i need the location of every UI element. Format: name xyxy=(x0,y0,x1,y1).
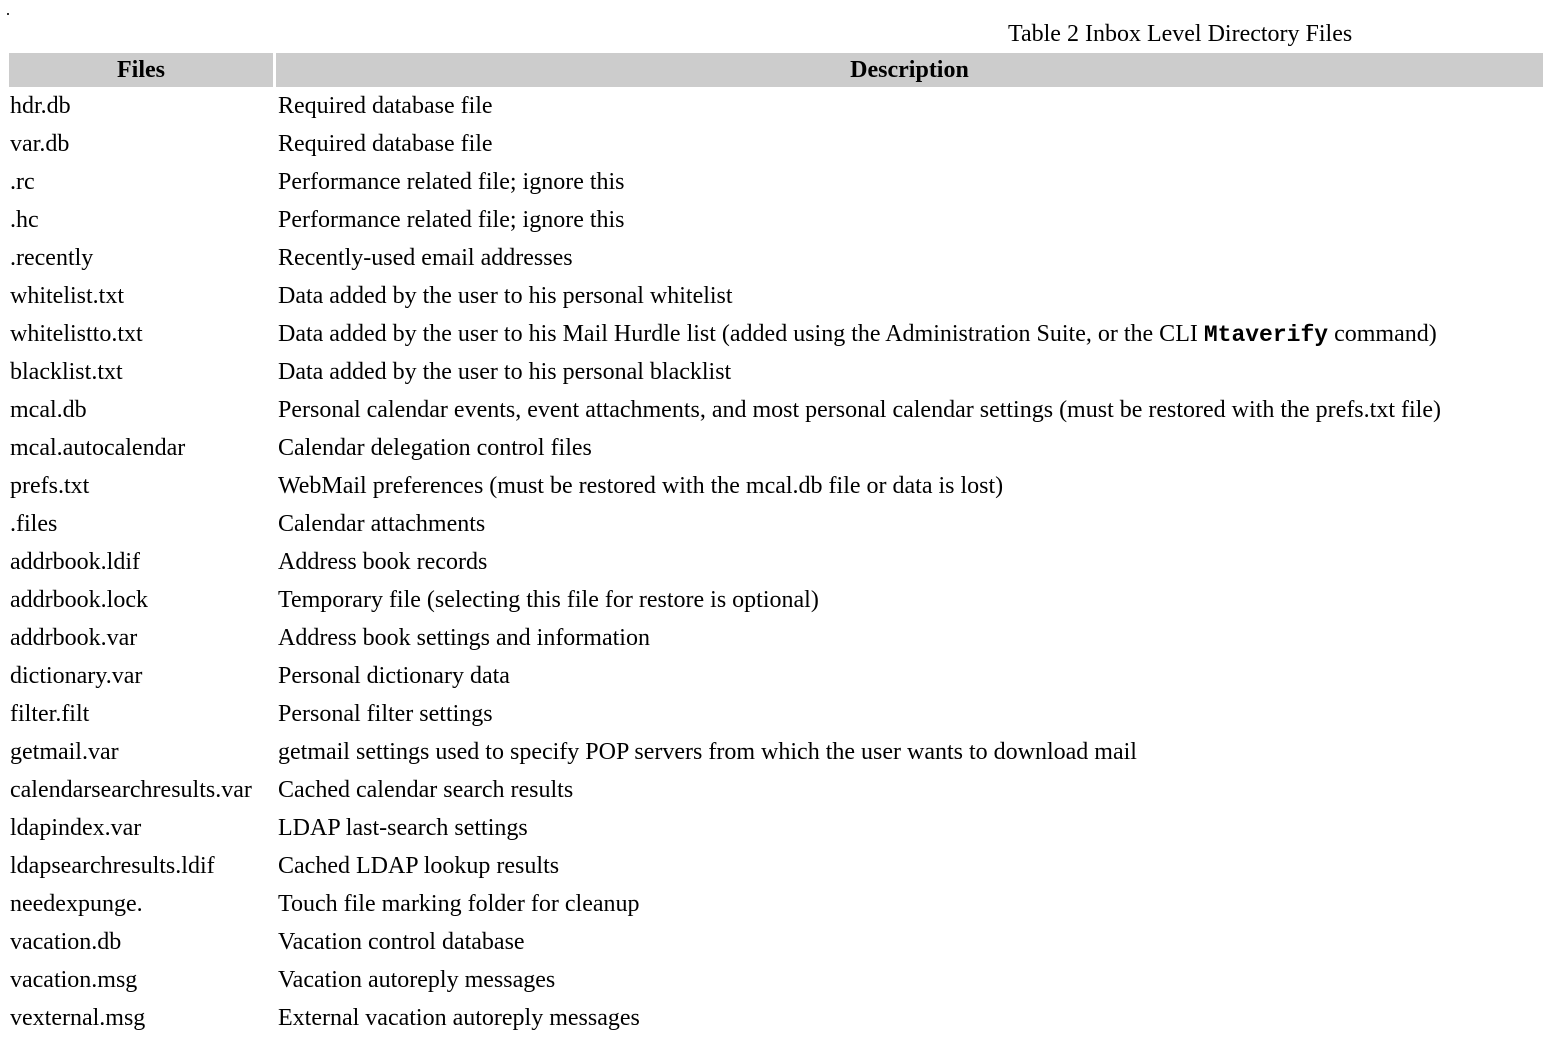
file-name: addrbook.var xyxy=(10,624,138,651)
file-name: filter.filt xyxy=(10,700,90,727)
file-name: .recently xyxy=(10,244,94,271)
file-description: Temporary file (selecting this file for restore is optional) xyxy=(278,586,819,613)
file-description: Calendar delegation control files xyxy=(278,434,592,461)
file-name: getmail.var xyxy=(10,738,119,765)
files-column-header: Files xyxy=(9,53,273,87)
file-name: hdr.db xyxy=(10,92,71,119)
file-description: Vacation autoreply messages xyxy=(278,966,556,993)
file-description: Address book settings and information xyxy=(278,624,650,651)
file-name: whitelistto.txt xyxy=(10,320,143,347)
table-row xyxy=(9,581,1543,619)
table-row xyxy=(9,543,1543,581)
file-description xyxy=(276,315,1543,353)
table-row xyxy=(9,467,1543,505)
file-name: addrbook.lock xyxy=(10,586,148,613)
table-row xyxy=(9,125,1543,163)
table-row xyxy=(9,239,1543,277)
table-row xyxy=(9,505,1543,543)
description-text-start: Data added by the user to his Mail Hurdle list (added using the Administration Suite, or the CLI xyxy=(278,320,1204,347)
file-name: ldapsearchresults.ldif xyxy=(10,852,215,879)
file-description: Vacation control database xyxy=(278,928,525,955)
table-caption: Table 2 Inbox Level Directory Files xyxy=(1008,21,1353,47)
table-row xyxy=(9,619,1543,657)
file-name: mcal.autocalendar xyxy=(10,434,186,461)
table-row xyxy=(9,201,1543,239)
table-row xyxy=(9,353,1543,391)
table-row xyxy=(9,87,1543,125)
file-description: Data added by the user to his personal whitelist xyxy=(278,282,733,309)
table-row xyxy=(9,771,1543,809)
file-description: Required database file xyxy=(278,92,493,119)
file-description: Touch file marking folder for cleanup xyxy=(278,890,640,917)
file-description: Address book records xyxy=(278,548,488,575)
table-row xyxy=(9,961,1543,999)
file-name: mcal.db xyxy=(10,396,87,423)
file-name: vacation.msg xyxy=(10,966,138,993)
file-name: addrbook.ldif xyxy=(10,548,140,575)
file-description: External vacation autoreply messages xyxy=(278,1004,640,1031)
file-description: Personal dictionary data xyxy=(278,662,510,689)
file-description: Cached LDAP lookup results xyxy=(278,852,560,879)
table-header-row xyxy=(9,53,1543,87)
file-description: LDAP last-search settings xyxy=(278,814,528,841)
inbox-files-table xyxy=(6,53,1546,1037)
file-name: needexpunge. xyxy=(10,890,143,917)
file-description: Performance related file; ignore this xyxy=(278,206,625,233)
file-name: var.db xyxy=(10,130,70,157)
table-row xyxy=(9,277,1543,315)
file-description: Performance related file; ignore this xyxy=(278,168,625,195)
file-description: Calendar attachments xyxy=(278,510,486,537)
file-description: Personal filter settings xyxy=(278,700,493,727)
file-name: vacation.db xyxy=(10,928,122,955)
table-row xyxy=(9,657,1543,695)
file-name: .files xyxy=(10,510,58,537)
table-row xyxy=(9,695,1543,733)
file-name: whitelist.txt xyxy=(10,282,124,309)
file-description: Recently-used email addresses xyxy=(278,244,573,271)
corner-dot xyxy=(7,13,9,15)
file-description: Required database file xyxy=(278,130,493,157)
table-row xyxy=(9,809,1543,847)
file-description: Cached calendar search results xyxy=(278,776,574,803)
command-code: Mtaverify xyxy=(1203,321,1329,348)
table-row xyxy=(9,847,1543,885)
description-column-header: Description xyxy=(276,53,1543,87)
file-description: Personal calendar events, event attachments, and most personal calendar settings (must be restored with the prefs.txt file) xyxy=(278,396,1441,423)
file-name: dictionary.var xyxy=(10,662,143,689)
file-name: ldapindex.var xyxy=(10,814,142,841)
table-row xyxy=(9,885,1543,923)
file-name: blacklist.txt xyxy=(10,358,123,385)
table-row xyxy=(9,999,1543,1037)
file-description: WebMail preferences (must be restored with the mcal.db file or data is lost) xyxy=(278,472,1004,499)
file-description: Data added by the user to his personal blacklist xyxy=(278,358,732,385)
file-name: vexternal.msg xyxy=(10,1004,146,1031)
table-row xyxy=(9,923,1543,961)
file-name: prefs.txt xyxy=(10,472,90,499)
table-row xyxy=(9,733,1543,771)
table-row xyxy=(9,163,1543,201)
file-name: .hc xyxy=(10,206,39,233)
table-row xyxy=(9,429,1543,467)
table-row xyxy=(9,391,1543,429)
file-name: calendarsearchresults.var xyxy=(10,776,252,803)
description-text-end: command) xyxy=(1328,320,1437,347)
file-name: .rc xyxy=(10,168,35,195)
file-description: getmail settings used to specify POP servers from which the user wants to download mail xyxy=(278,738,1137,765)
table-row xyxy=(9,315,1543,353)
